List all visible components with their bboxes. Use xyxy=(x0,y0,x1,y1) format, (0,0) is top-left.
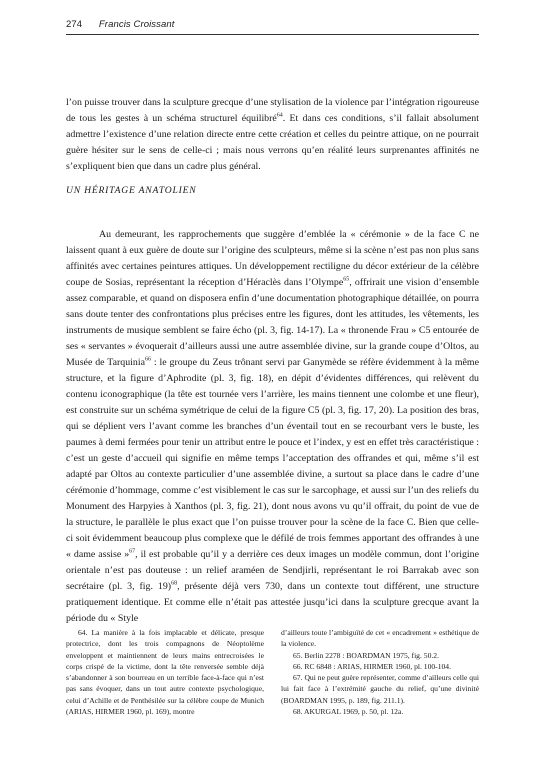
paragraph-1-text-b: . Et dans ces conditions, s’il fallait absolument admettre l’existence d’une relation directe entre cette création et celles du peintre attique, on ne pourrait guère hésiter sur le sens de celle-ci ; mais nous verrons qu’en réalité leurs surprenantes affinités ne s’expliquent bien que dans un cadre plus général. xyxy=(66,113,479,172)
footnotes-left-column xyxy=(66,627,264,717)
note-ref-64[interactable]: 64 xyxy=(276,112,283,119)
footnote-66: 66. RC 6848 : ARIAS, HIRMER 1960, pl. 100-104. xyxy=(293,661,452,671)
running-author: Francis Croissant xyxy=(98,19,175,30)
note-ref-65[interactable]: 65 xyxy=(343,276,350,283)
paragraph-2-text-1: Au demeurant, les rapprochements que suggère d’emblée la « cérémonie » de la face C ne laissent quant à eux guère de doute sur l’origine des sculpteurs, même si la scène n’est pas non plus sans affinités avec certaines peintures attiques. Un développement rectiligne du décor extérieur de la célèbre coupe de Sosias, représentant la réception d’Héraclès dans l’Olympe xyxy=(66,229,479,288)
paragraph-1-text-a: l’on puisse trouver dans la sculpture grecque d’une stylisation de la violence par l’intégration rigoureuse de tous les gestes à un schéma structurel équilibré xyxy=(66,97,479,124)
paragraph-2-text-5: , présente déjà vers 730, dans un contexte tout différent, une structure pratiquement identique. Et comme elle n’était pas attestée jusqu’ici dans la sculpture grecque avant la période du « Style xyxy=(66,581,479,624)
footnote-67: 67. Qui ne peut guère représenter, comme d’ailleurs celle qui lui fait face à l’extrémité gauche du relief, qu’une divinité (BOARDMAN 1995, p. 189, fig. 211.1). xyxy=(281,673,479,705)
paragraph-2-text-3: : le groupe du Zeus trônant servi par Ganymède se réfère évidemment à la même structure, et la figure d’Aphrodite (pl. 3, fig. 18), en dépit d’évidentes différences, qui relèvent du contenu iconographique (la tête est tournée vers l’arrière, les mains tiennent une colombe et une fleur), est construite sur un schéma symétrique de celui de la figure C5 (pl. 3, fig. 17, 20). La position des bras, qui se déplient vers l’avant comme les branches d’un éventail tout en se recourbant vers le buste, les paumes à demi fermées pour tenir un attribut entre le pouce et l’index, y est en effet très caractéristique : c’est un geste d’accueil qui signifie en même temps l’acceptation des offrandes et qui, même s’il est adapté par Oltos au contexte particulier d’une assemblée divine, a surtout sa place dans le cadre d’une cérémonie d’hommage, comme c’est visiblement le cas sur le sarcophage, et aussi sur l’un des reliefs du Monument des Harpyies à Xanthos (pl. 3, fig. 21), dont nous avons vu qu’il offrait, du point de vue de la structure, le parallèle le plus exact que l’on puisse trouver pour la scène de la face C. Bien que celle-ci soit évidemment beaucoup plus complexe que le défilé de trois femmes apportant des offrandes à une « dame assise » xyxy=(66,357,479,560)
note-ref-68[interactable]: 68 xyxy=(171,580,178,587)
section-title: UN HÉRITAGE ANATOLIEN xyxy=(66,185,197,196)
paragraph-2-text-2: , offrirait une vision d’ensemble assez comparable, et quand on disposera enfin d’une documentation photographique détaillée, on pourra sans doute tenter des confrontations plus précises entre les figures, dont les attitudes, les vêtements, les instruments de musique semblent se faire écho (pl. 3, fig. 14-17). La « thronende Frau » C5 entourée de ses « servantes » évoquerait d’ailleurs aussi une autre assemblée divine, sur la grande coupe d’Oltos, au Musée de Tarquinia xyxy=(66,277,479,368)
footnote-64: 64. La manière à la fois implacable et délicate, presque protectrice, dont les trois compagnons de Néoptolème enveloppent et maintiennent de leurs mains entrecroisées le corps crispé de la victime, dont la tête renversée semble déjà s’abandonner à son bourreau en un terrible face-à-face qui n’est pas sans évoquer, dans un tout autre contexte psychologique, celui d’Achille et de Penthésilée sur la célèbre coupe de Munich (ARIAS, HIRMER 1960, pl. 169), montre xyxy=(66,628,264,717)
footnote-65: 65. Berlin 2278 : BOARDMAN 1975, fig. 50.2. xyxy=(293,650,439,660)
paragraph-2 xyxy=(66,227,479,627)
note-ref-67[interactable]: 67 xyxy=(129,548,136,555)
page-number: 274 xyxy=(66,19,83,30)
paragraph-2-text-4: , il est probable qu’il y a derrière ces deux images un modèle commun, dont l’origine orientale n’est pas douteuse : un relief araméen de Sendjirli, représentant le roi Barrakab avec son secrétaire (pl. 3, fig. 19) xyxy=(66,549,479,592)
footnote-64-continued: d’ailleurs toute l’ambiguïté de cet « encadrement » esthétique de la violence. xyxy=(281,628,479,649)
header-rule xyxy=(66,34,479,35)
note-ref-66[interactable]: 66 xyxy=(144,356,151,363)
footnote-68: 68. AKURGAL 1969, p. 50, pl. 12a. xyxy=(293,707,404,717)
running-header xyxy=(66,19,479,30)
footnotes-right-column xyxy=(281,627,479,717)
paragraph-1 xyxy=(66,95,479,175)
footnotes xyxy=(66,627,479,717)
